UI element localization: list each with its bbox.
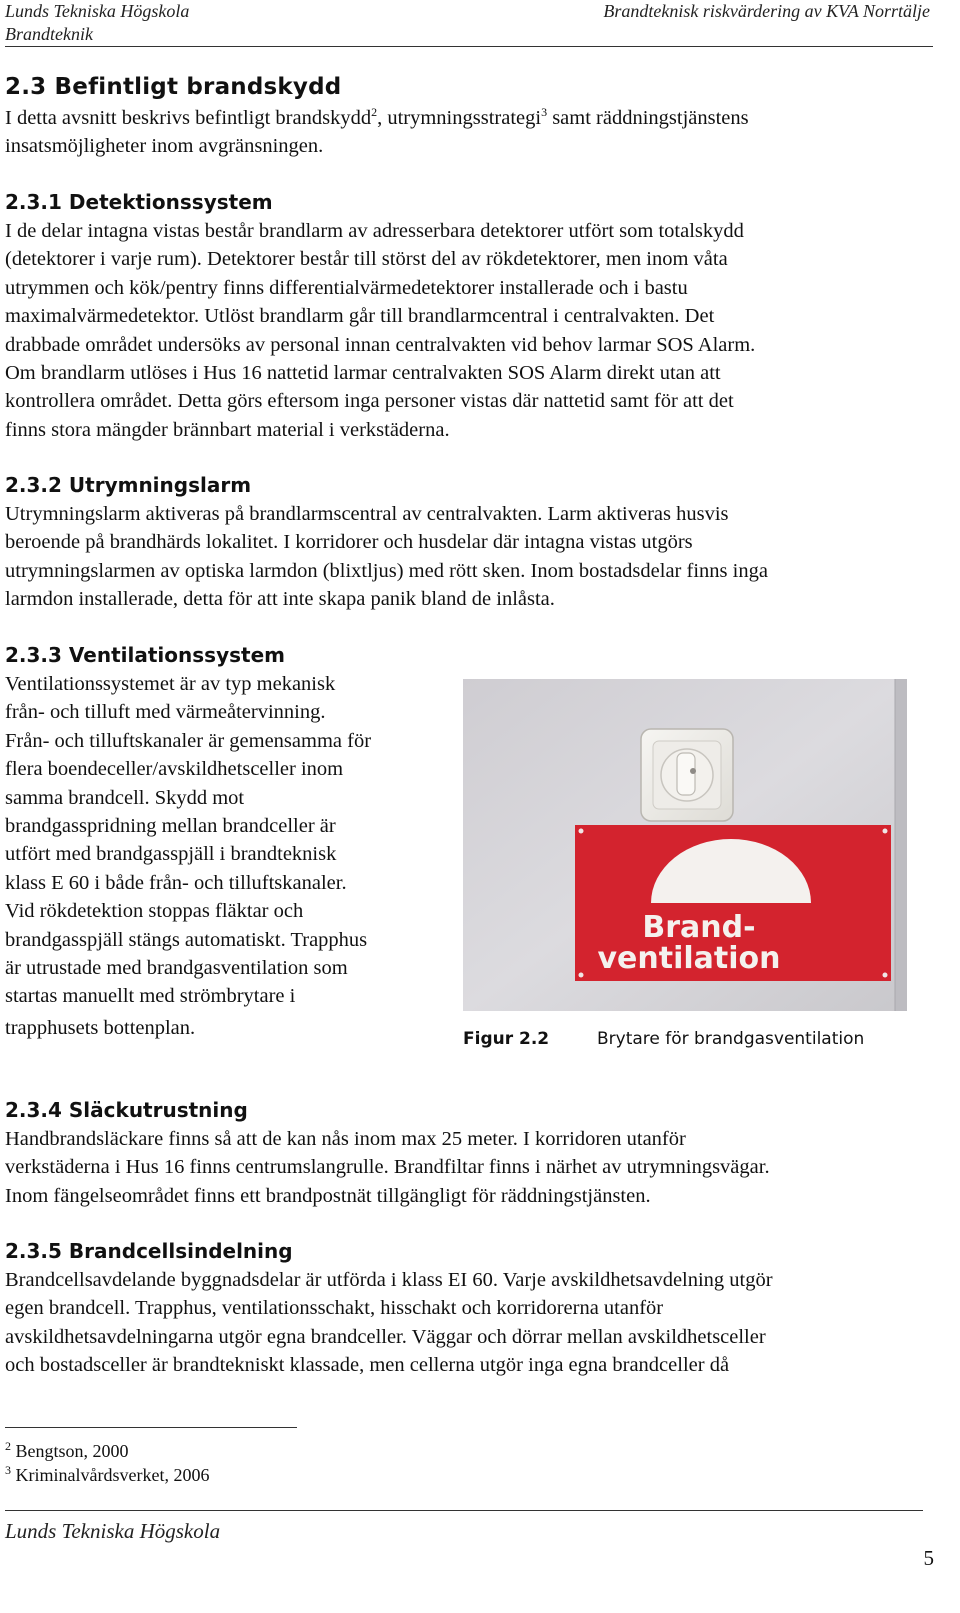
paragraph-line: utrymmen och kök/pentry finns differentialvärmedetektorer installerade och i bastu	[5, 276, 688, 299]
paragraph-line: kontrollera området. Detta görs eftersom inga personer vistas där nattetid samt för att det	[5, 390, 734, 413]
footnote-ref-2[interactable]: 2	[371, 105, 378, 120]
fire-ventilation-switch-photo	[463, 679, 907, 1011]
paragraph-line: är utrustade med brandgasventilation som	[5, 957, 348, 980]
paragraph-line: utrymningslarmen av optiska larmdon (blixtljus) med rött sken. Inom bostadsdelar finns inga	[5, 559, 768, 582]
paragraph-line: utfört med brandgasspjäll i brandteknisk	[5, 843, 337, 866]
footnote-text: Kriminalvårdsverket, 2006	[15, 1465, 210, 1485]
switch-icon	[641, 729, 733, 821]
paragraph-line: beroende på brandhärds lokalitet. I korridorer och husdelar där intagna vistas utgörs	[5, 531, 693, 554]
paragraph-line: trapphusets bottenplan.	[5, 1016, 196, 1039]
paragraph-line: Utrymningslarm aktiveras på brandlarmscentral av centralvakten. Larm aktiveras husvis	[5, 503, 729, 525]
paragraph-line: klass E 60 i både från- och tilluftskanaler.	[5, 871, 347, 894]
header-institution: Lunds Tekniska Högskola	[5, 1, 190, 21]
page-number: 5	[923, 1546, 934, 1570]
section-2-3-2-body	[5, 500, 768, 614]
header-rule	[5, 46, 933, 47]
section-heading-2-3-1: 2.3.1 Detektionssystem	[5, 190, 273, 214]
paragraph-line: startas manuellt med strömbrytare i	[5, 985, 296, 1008]
header-document-title: Brandteknisk riskvärdering av KVA Norrtälje	[603, 1, 930, 21]
paragraph-line: och bostadsceller är brandtekniskt klassade, men cellerna utgör inga egna brandceller då	[5, 1354, 730, 1377]
footnote-rule	[5, 1427, 297, 1428]
footnote-mark: 2	[5, 1439, 11, 1453]
section-2-3-3-body	[5, 670, 371, 1042]
section-heading-2-3-2: 2.3.2 Utrymningslarm	[5, 473, 252, 497]
paragraph-line: egen brandcell. Trapphus, ventilationsschakt, hisschakt och korridorerna utanför	[5, 1297, 664, 1320]
brandventilation-sign	[575, 825, 891, 981]
figure-caption: Brytare för brandgasventilation	[597, 1029, 865, 1049]
paragraph-line: maximalvärmedetektor. Utlöst brandlarm går till brandlarmcentral i centralvakten. Det	[5, 305, 715, 328]
figure-photo	[463, 679, 907, 1011]
door-frame-edge	[895, 679, 907, 1011]
paragraph-line: verkstäderna i Hus 16 finns centrumslangrulle. Brandfiltar finns i närhet av utrymningsvägar.	[5, 1156, 770, 1179]
section-2-3-5-body	[5, 1266, 773, 1380]
paragraph-line: Inom fängelseområdet finns ett brandpostnät tillgängligt för räddningstjänsten.	[5, 1184, 651, 1207]
figure-number: Figur 2.2	[463, 1029, 550, 1049]
sign-text-line2: ventilation	[597, 941, 781, 976]
paragraph-line: samma brandcell. Skydd mot	[5, 786, 245, 809]
paragraph-line: finns stora mängder brännbart material i verkstäderna.	[5, 418, 450, 441]
footnote-text: Bengtson, 2000	[15, 1441, 129, 1461]
paragraph-line: (detektorer i varje rum). Detektorer består till störst del av rökdetektorer, men inom våta	[5, 248, 728, 271]
paragraph-line: Handbrandsläckare finns så att de kan nås inom max 25 meter. I korridoren utanför	[5, 1128, 686, 1150]
paragraph-line: från- och tilluft med värmeåtervinning.	[5, 701, 326, 724]
footer-institution: Lunds Tekniska Högskola	[5, 1519, 221, 1543]
footnote-ref-3[interactable]: 3	[541, 105, 548, 120]
section-heading-2-3-4: 2.3.4 Släckutrustning	[5, 1098, 248, 1122]
section-heading-2-3: 2.3 Befintligt brandskydd	[5, 74, 342, 100]
footnote-mark: 3	[5, 1463, 11, 1477]
paragraph-line: I de delar intagna vistas består brandlarm av adresserbara detektorer utfört som totalskydd	[5, 220, 744, 242]
intro-text-b: , utrymningsstrategi	[377, 107, 542, 129]
section-2-3-intro	[5, 104, 749, 161]
intro-text-line2: insatsmöjligheter inom avgränsningen.	[5, 135, 324, 158]
paragraph-line: brandgasspridning mellan brandceller är	[5, 815, 336, 838]
footer-rule	[5, 1510, 923, 1511]
paragraph-line: brandgasspjäll stängs automatiskt. Trapphus	[5, 928, 368, 951]
paragraph-line: Från- och tilluftskanaler är gemensamma för	[5, 729, 372, 752]
header-department: Brandteknik	[5, 24, 93, 44]
paragraph-line: flera boendeceller/avskildhetsceller inom	[5, 758, 344, 781]
paragraph-line: Brandcellsavdelande byggnadsdelar är utförda i klass EI 60. Varje avskildhetsavdelning utgör	[5, 1269, 773, 1291]
paragraph-line: drabbade området undersöks av personal innan centralvakten vid behov larmar SOS Alarm.	[5, 333, 756, 356]
section-2-3-4-body	[5, 1125, 770, 1210]
footnote-2	[5, 1440, 129, 1463]
section-heading-2-3-3: 2.3.3 Ventilationssystem	[5, 643, 285, 667]
paragraph-line: avskildhetsavdelningarna utgör egna brandceller. Väggar och dörrar mellan avskildhetsceller	[5, 1325, 766, 1348]
intro-text-c: samt räddningstjänstens	[547, 107, 749, 129]
paragraph-line: Ventilationssystemet är av typ mekanisk	[5, 673, 336, 695]
paragraph-line: larmdon installerade, detta för att inte skapa panik bland de inlåsta.	[5, 588, 555, 611]
intro-text-a: I detta avsnitt beskrivs befintligt brandskydd	[5, 107, 372, 129]
footnote-3	[5, 1464, 209, 1487]
section-heading-2-3-5: 2.3.5 Brandcellsindelning	[5, 1239, 293, 1263]
section-2-3-1-body	[5, 217, 755, 444]
paragraph-line: Om brandlarm utlöses i Hus 16 nattetid larmar centralvakten SOS Alarm direkt utan att	[5, 362, 721, 385]
paragraph-line: Vid rökdetektion stoppas fläktar och	[5, 900, 304, 923]
sign-text-line1: Brand-	[642, 910, 756, 945]
